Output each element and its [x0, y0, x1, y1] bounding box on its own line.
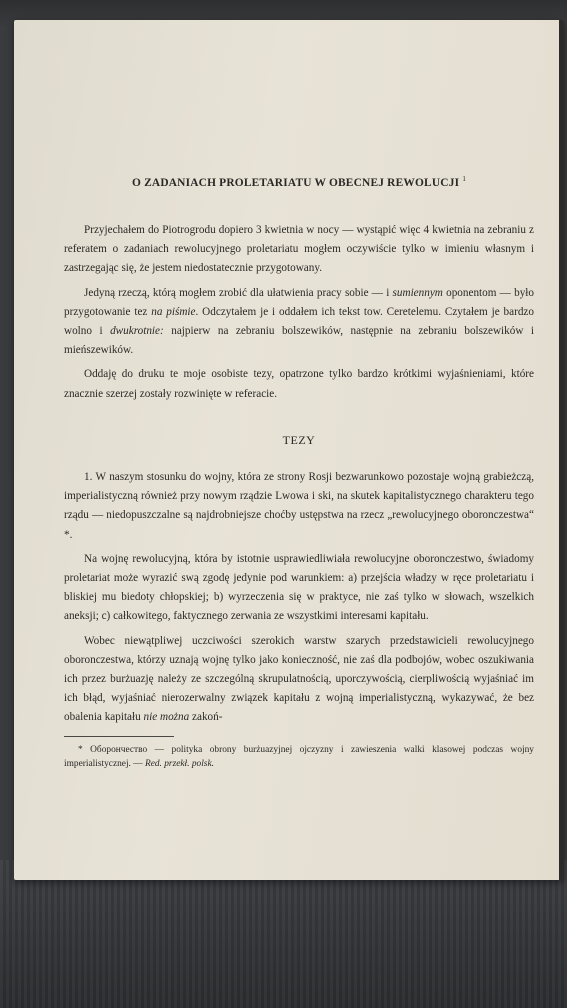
footnote	[64, 743, 534, 771]
text-run: Wobec niewątpliwej uczciwości szerokich warstw szarych przedstawicieli rewolucyjnego oboronczestwa, którzy uznają wojnę tylko jako konieczność, nie zaś dla podbojów, wobec oszukiwania ich przez burżuazję należy ze szczególną skrupulatnością, uporczywością, cierpliwością wyjaśniać im ich błąd, wyjaśniać nierozerwalny związek kapitału z wojną imperialistyczną, wykazywać, że bez obalenia kapitału	[64, 634, 534, 724]
text-run: najpierw na zebraniu bolszewików, następnie na zebraniu bolszewików i mieńszewików.	[64, 325, 534, 357]
chapter-title-text: O ZADANIACH PROLETARIATU W OBECNEJ REWOLUCJI	[131, 176, 460, 189]
text-run: Jedyną rzeczą, którą mogłem zrobić dla ułatwienia pracy sobie — i	[84, 286, 393, 299]
section-heading: TEZY	[282, 432, 316, 447]
chapter-title	[64, 170, 534, 193]
book-page	[14, 20, 564, 880]
title-footnote-marker: 1	[462, 175, 467, 183]
page-content	[64, 170, 534, 771]
text-run: . Odczytałem je i oddałem ich tekst tow. Ceretelemu. Czytałem je bardzo wolno i	[64, 305, 534, 338]
text-run: * Оборончество — polityka obrony burżuazyjnej ojczyzny i zawieszenia walki klasowej podczas wojny imperialistycznej. —	[64, 744, 534, 769]
emphasis-text: Red. przekł. polsk.	[144, 758, 214, 769]
emphasis-text: na piśmie	[151, 305, 196, 318]
emphasis-text: sumiennym	[392, 286, 443, 299]
thesis-paragraph-2: Na wojnę rewolucyjną, która by istotnie usprawiedliwiała rewolucyjne oboronczestwo, świadomy proletariat może wyrazić swą zgodę jedynie pod warunkiem: a) przejścia władzy w ręce proletariatu i bliskiej mu biedoty chłopskiej; b) wyrzeczenia się w praktyce, nie zaś tylko w słowach, wszelkich aneksji; c) całkowitego, faktycznego zerwania ze wszystkimi interesami kapitału.	[64, 552, 534, 623]
thesis-paragraph-1: 1. W naszym stosunku do wojny, która ze strony Rosji bezwarunkowo pozostaje wojną grabieżczą, imperialistyczną również przy nowym rządzie Lwowa i ski, na skutek kapitalistycznego charakteru tego rządu — niedopuszczalne są najdrobniejsze choćby ustępstwa na rzecz „rewolucyjnego oboronczestwa“ *.	[64, 471, 534, 541]
fabric-surface	[0, 860, 567, 1008]
text-run: zakoń-	[189, 711, 223, 724]
emphasis-text: dwukrotnie:	[110, 325, 164, 338]
footnote-divider	[64, 736, 174, 737]
text-run: oponentom — było przygotowanie tez	[64, 286, 534, 318]
intro-paragraph-1: Przyjechałem do Piotrogrodu dopiero 3 kwietnia w nocy — wystąpić więc 4 kwietnia na zebraniu z referatem o zadaniach rewolucyjnego proletariatu mogłem oczywiście tylko w imieniu własnym i zastrzegając się, że jestem niedostatecznie przygotowany.	[64, 224, 534, 275]
emphasis-text: nie można	[143, 711, 190, 724]
thesis-paragraph-3	[64, 632, 534, 728]
intro-paragraph-2	[64, 284, 534, 361]
intro-paragraph-3: Oddaję do druku te moje osobiste tezy, opatrzone tylko bardzo krótkimi wyjaśnieniami, które znacznie szerzej zostały rozwinięte w referacie.	[64, 368, 534, 400]
